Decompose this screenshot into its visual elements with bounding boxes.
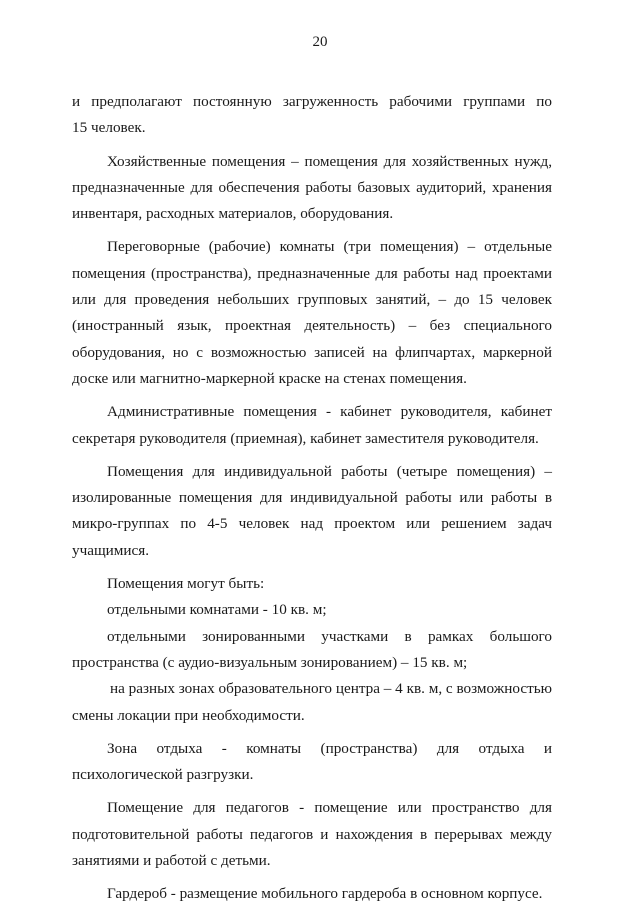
text-line: Помещение для педагогов - помещение или пространство для: [107, 799, 552, 817]
document-body: [72, 89, 552, 915]
text-line: Хозяйственные помещения – помещения для хозяйственных нужд,: [107, 152, 552, 170]
text-line: Административные помещения - кабинет руководителя, кабинет: [107, 403, 552, 421]
paragraph-rest-zone: [72, 736, 552, 789]
text-line: Зона отдыха - комнаты (пространства) для отдыха и: [107, 739, 552, 757]
text-line: микро-группах по 4-5 человек над проектом или решением задач: [72, 515, 552, 533]
paragraph-separate-rooms: [72, 597, 552, 623]
text-line: Гардероб - размещение мобильного гардероба в основном корпусе.: [107, 885, 543, 903]
text-line: отдельными зонированными участками в рамках большого: [107, 627, 552, 645]
text-line: помещения (пространства), предназначенные для работы над проектами: [72, 264, 552, 282]
paragraph-admin-rooms: [72, 399, 552, 452]
paragraph-teachers-room: [72, 795, 552, 874]
text-line: на разных зонах образовательного центра – 4 кв. м, с возможностью: [110, 680, 552, 698]
text-line: пространства (с аудио-визуальным зонированием) – 15 кв. м;: [72, 653, 468, 671]
text-line: Помещения для индивидуальной работы (четыре помещения) –: [107, 462, 552, 480]
text-line: секретаря руководителя (приемная), кабинет заместителя руководителя.: [72, 429, 539, 447]
text-line: 15 человек.: [72, 119, 146, 137]
paragraph-cloakroom: [72, 881, 552, 907]
paragraph-individual-rooms: [72, 459, 552, 564]
paragraph-rooms-can-be: [72, 571, 552, 597]
page-number: 20: [312, 34, 328, 50]
paragraph-zoned-areas: [72, 624, 552, 677]
text-line: занятиями и работой с детьми.: [72, 852, 271, 870]
text-line: оборудования, но с возможностью записей на флипчартах, маркерной: [72, 343, 552, 361]
paragraph-workgroups-continuation: [72, 89, 552, 142]
text-line: подготовительной работы педагогов и нахождения в перерывах между: [72, 825, 552, 843]
text-line: отдельными комнатами - 10 кв. м;: [107, 601, 327, 619]
text-line: или для проведения небольших групповых занятий, – до 15 человек: [72, 291, 552, 309]
text-line: изолированные помещения для индивидуальной работы или работы в: [72, 489, 552, 507]
text-line: смены локации при необходимости.: [72, 706, 305, 724]
text-line: психологической разгрузки.: [72, 766, 254, 784]
text-line: (иностранный язык, проектная деятельность) – без специального: [72, 317, 552, 335]
paragraph-center-zones: [72, 676, 552, 729]
text-line: предназначенные для обеспечения работы базовых аудиторий, хранения: [72, 178, 552, 196]
text-line: Помещения могут быть:: [107, 575, 265, 593]
text-line: доске или магнитно-маркерной краске на стенах помещения.: [72, 369, 467, 387]
text-line: учащимися.: [72, 541, 150, 559]
paragraph-meeting-rooms: [72, 234, 552, 392]
paragraph-utility-rooms: [72, 149, 552, 228]
text-line: и предполагают постоянную загруженность рабочими группами по: [72, 93, 552, 110]
text-line: инвентаря, расходных материалов, оборудования.: [72, 205, 394, 223]
text-line: Переговорные (рабочие) комнаты (три помещения) – отдельные: [107, 238, 552, 256]
